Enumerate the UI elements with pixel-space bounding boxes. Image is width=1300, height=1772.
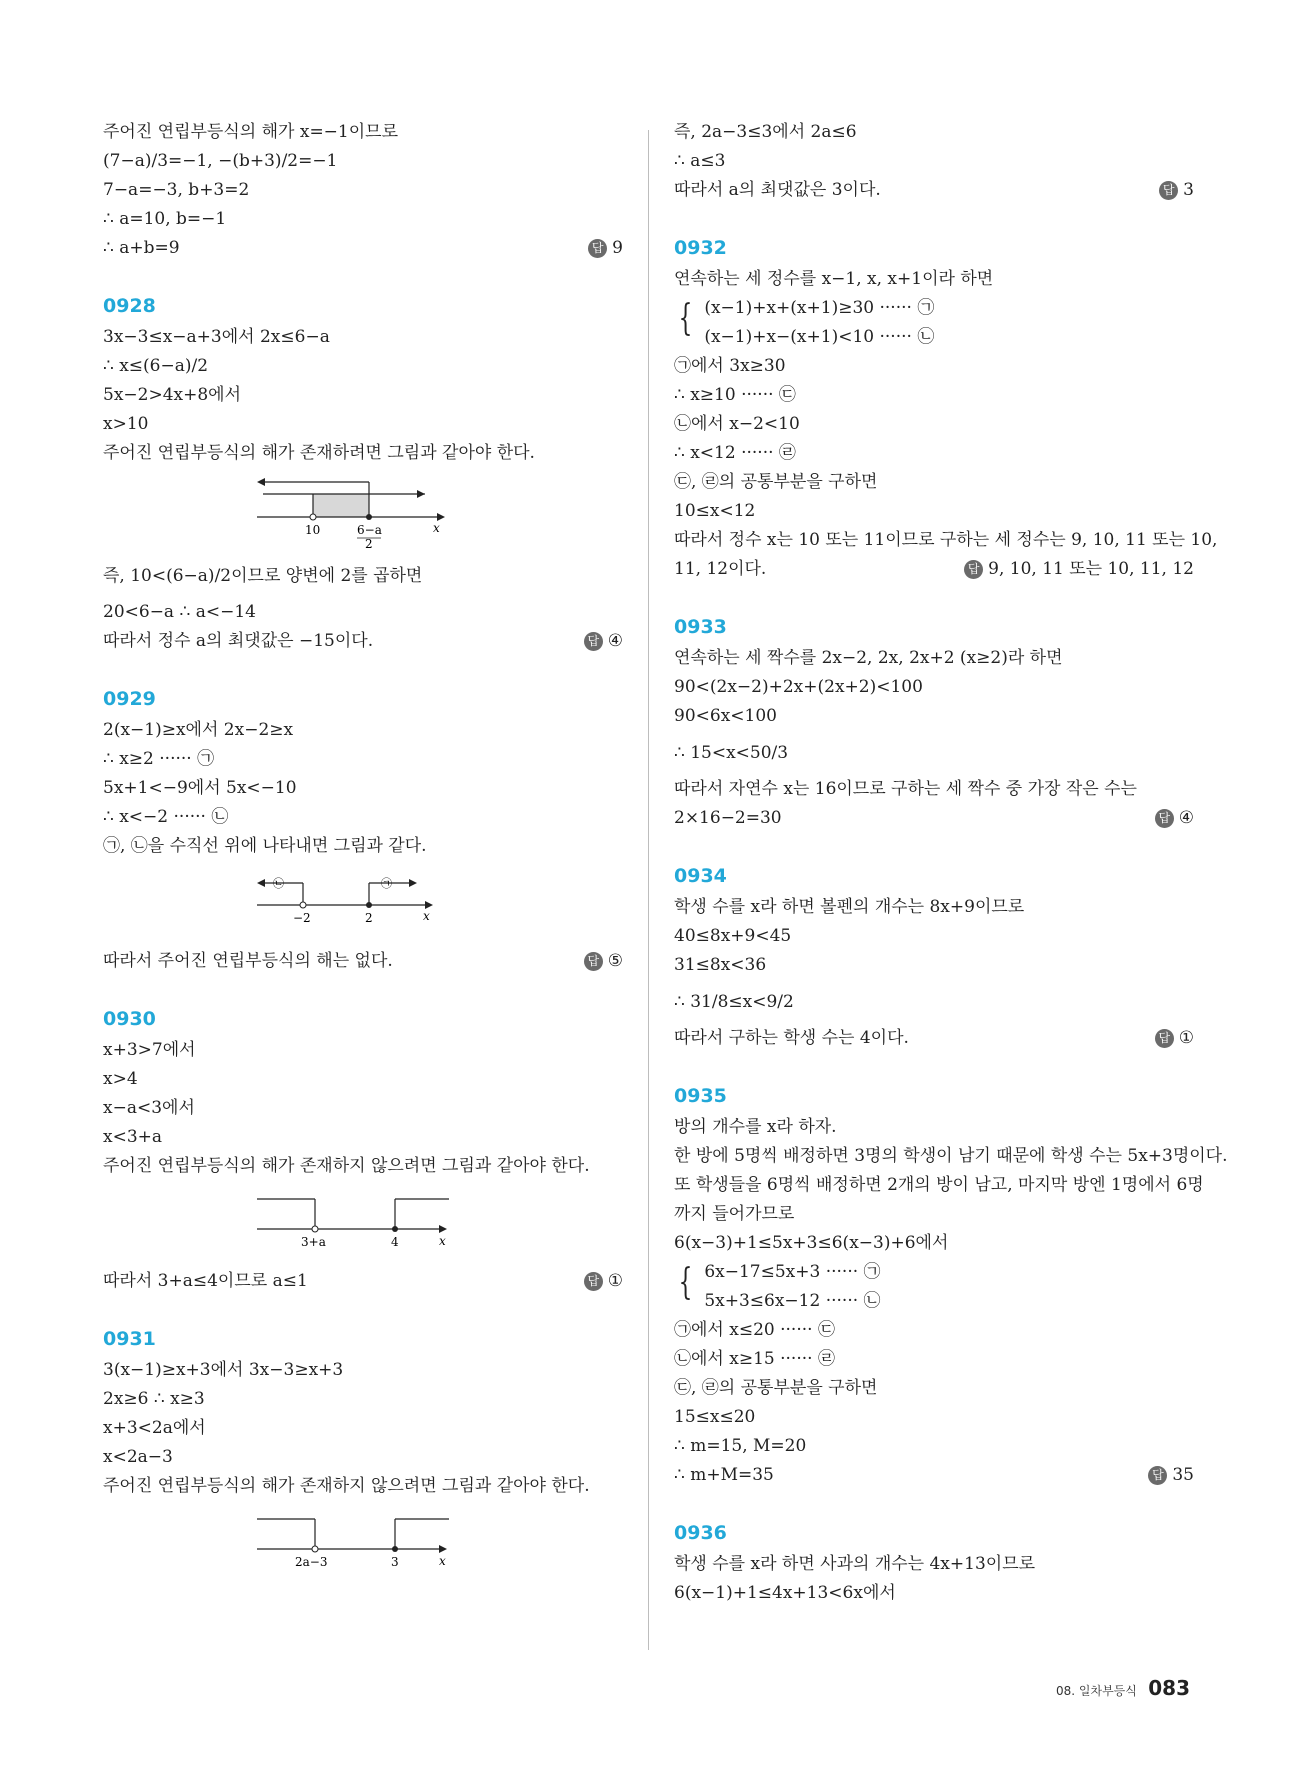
tick-label: 3 [391,1555,399,1569]
text-line: 연속하는 세 짝수를 2x−2, 2x, 2x+2 (x≥2)라 하면 [674,648,1063,668]
text-line: x>4 [103,1069,138,1089]
text-line: 학생 수를 x라 하면 볼펜의 개수는 8x+9이므로 [674,897,1025,917]
tick-label: 10 [305,523,321,537]
text-line: x<3+a [103,1127,163,1147]
text-line: x<2a−3 [103,1447,173,1467]
problem-0935 [674,1079,1228,1490]
problem-number: 0931 [103,1328,156,1350]
text-line: ∴ m+M=35 답 35 [674,1461,1194,1490]
number-line-figure [103,1505,623,1583]
equation-system [674,294,1194,352]
text-line: 3(x−1)≥x+3에서 3x−3≥x+3 [103,1360,344,1380]
page-footer [1056,1676,1190,1700]
label-circle-1: ㉠ [381,877,392,890]
answer: 답 ④ [584,627,623,656]
text-line: 한 방에 5명씩 배정하면 3명의 학생이 남기 때문에 학생 수는 5x+3명이다. [674,1146,1228,1166]
text-line: ∴ 31/8≤x<9/2 [674,992,794,1012]
left-column [103,118,623,1587]
problem-number: 0936 [674,1522,727,1544]
text-line: ∴ x<−2 ······ ㉡ [103,807,229,827]
text-line: ∴ x≤(6−a)/2 [103,356,209,376]
answer-badge: 답 [1148,1466,1167,1485]
text-line: ∴ a≤3 [674,151,726,171]
label-circle-2: ㉡ [273,877,284,890]
text-line: ㉢, ㉣의 공통부분을 구하면 [674,472,878,492]
answer-badge: 답 [584,632,603,651]
number-line-figure [103,1185,623,1263]
system-row: 5x+3≤6x−12 ······ ㉡ [704,1291,881,1311]
axis-label: x [423,909,430,923]
text-line: 90<6x<100 [674,706,777,726]
text-line: 20<6−a ∴ a<−14 [103,602,256,622]
text-line: ㉠, ㉡을 수직선 위에 나타내면 그림과 같다. [103,836,427,856]
problem-0931-continued [674,118,1194,205]
text-line: 2x≥6 ∴ x≥3 [103,1389,205,1409]
text-line: 90<(2x−2)+2x+(2x+2)<100 [674,677,923,697]
text-line: 주어진 연립부등식의 해가 존재하지 않으려면 그림과 같아야 한다. [103,1156,590,1176]
problem-number: 0930 [103,1008,156,1030]
text-line: 까지 들어가므로 [674,1204,795,1224]
text-line: 따라서 구하는 학생 수는 4이다. 답 ① [674,1024,1194,1053]
right-column [674,118,1228,1608]
problem-0928 [103,289,623,656]
problem-number: 0934 [674,865,727,887]
text-line: ∴ a=10, b=−1 [103,209,227,229]
tick-label: 4 [391,1235,399,1249]
tick-label: 3+a [301,1235,326,1249]
text-line: 연속하는 세 정수를 x−1, x, x+1이라 하면 [674,269,994,289]
answer-badge: 답 [964,560,983,579]
tick-label: 2 [365,537,373,550]
text-line: 40≤8x+9<45 [674,926,792,946]
text-line: 6(x−3)+1≤5x+3≤6(x−3)+6에서 [674,1233,949,1253]
answer: 답 ④ [1155,804,1194,833]
answer-badge: 답 [584,952,603,971]
tick-label: −2 [293,911,311,925]
text-line: 학생 수를 x라 하면 사과의 개수는 4x+13이므로 [674,1554,1036,1574]
text-line: 따라서 3+a≤4이므로 a≤1 답 ① [103,1267,623,1296]
text-line: 방의 개수를 x라 하자. [674,1117,837,1137]
text-line: 31≤8x<36 [674,955,767,975]
problem-number: 0932 [674,237,727,259]
axis-label: x [439,1554,446,1568]
problem-0931 [103,1322,623,1583]
axis-label: x [439,1234,446,1248]
text-line: ㉠에서 x≤20 ······ ㉢ [674,1320,835,1340]
text-line: ∴ a+b=9 답 9 [103,234,623,263]
text-line: ∴ x<12 ······ ㉣ [674,443,796,463]
text-line: 5x−2>4x+8에서 [103,385,242,405]
page-number: 083 [1148,1676,1190,1700]
text-line: ㉡에서 x−2<10 [674,414,800,434]
text-line: 따라서 정수 a의 최댓값은 −15이다. 답 ④ [103,627,623,656]
system-row: 6x−17≤5x+3 ······ ㉠ [704,1262,881,1282]
problem-0927-continued [103,118,623,263]
answer: 답 35 [1148,1461,1194,1490]
text-line: 또 학생들을 6명씩 배정하면 2개의 방이 남고, 마지막 방엔 1명에서 6명 [674,1175,1204,1195]
axis-label: x [433,521,440,535]
text-line: x+3>7에서 [103,1040,196,1060]
problem-number: 0933 [674,616,727,638]
answer: 답 3 [1159,176,1194,205]
text-line: ∴ x≥2 ······ ㉠ [103,749,215,769]
chapter-title: 08. 일차부등식 [1055,1684,1137,1698]
text-line: 즉, 10<(6−a)/2이므로 양변에 2를 곱하면 [103,566,423,586]
tick-label: 2a−3 [295,1555,328,1569]
text-line: 10≤x<12 [674,501,756,521]
text-line: 주어진 연립부등식의 해가 x=−1이므로 [103,122,399,142]
text-line: ∴ 15<x<50/3 [674,743,789,763]
system-row: (x−1)+x−(x+1)<10 ······ ㉡ [704,327,935,347]
text-line: 즉, 2a−3≤3에서 2a≤6 [674,122,857,142]
text-line: 2(x−1)≥x에서 2x−2≥x [103,720,294,740]
text-line: x−a<3에서 [103,1098,195,1118]
text-line: 2×16−2=30 답 ④ [674,804,1194,833]
text-line: 11, 12이다. 답 9, 10, 11 또는 10, 11, 12 [674,555,1194,584]
tick-label: 2 [365,911,373,925]
problem-number: 0935 [674,1085,727,1107]
answer-badge: 답 [1155,809,1174,828]
tick-label: 6−a [357,523,382,537]
text-line: 따라서 정수 x는 10 또는 11이므로 구하는 세 정수는 9, 10, 11 또는 10, [674,530,1218,550]
system-row: (x−1)+x+(x+1)≥30 ······ ㉠ [704,298,935,318]
text-line: 따라서 자연수 x는 16이므로 구하는 세 짝수 중 가장 작은 수는 [674,779,1137,799]
text-line: 3x−3≤x−a+3에서 2x≤6−a [103,327,330,347]
problem-0934 [674,859,1194,1053]
number-line-figure [103,472,623,550]
problem-0932 [674,231,1218,584]
answer: 답 9 [588,234,623,263]
brace-icon: { [678,1262,693,1303]
text-line: ㉢, ㉣의 공통부분을 구하면 [674,1378,878,1398]
problem-0929 [103,682,623,976]
text-line: 15≤x≤20 [674,1407,756,1427]
problem-0936 [674,1516,1194,1608]
column-divider [648,130,649,1650]
answer: 답 ① [1155,1024,1194,1053]
text-line: ∴ m=15, M=20 [674,1436,807,1456]
text-line: x+3<2a에서 [103,1418,206,1438]
problem-number: 0929 [103,688,156,710]
problem-number: 0928 [103,295,156,317]
text-line: x>10 [103,414,149,434]
text-line: (7−a)/3=−1, −(b+3)/2=−1 [103,151,338,171]
text-line: 6(x−1)+1≤4x+13<6x에서 [674,1583,896,1603]
answer-badge: 답 [1159,181,1178,200]
answer-badge: 답 [588,239,607,258]
problem-0933 [674,610,1194,833]
text-line: ㉡에서 x≥15 ······ ㉣ [674,1349,835,1369]
brace-icon: { [678,298,693,339]
text-line: 주어진 연립부등식의 해가 존재하지 않으려면 그림과 같아야 한다. [103,1476,590,1496]
answer: 답 ⑤ [584,947,623,976]
text-line: 따라서 a의 최댓값은 3이다. 답 3 [674,176,1194,205]
answer-badge: 답 [584,1272,603,1291]
answer: 답 9, 10, 11 또는 10, 11, 12 [964,555,1194,584]
text-line: ∴ x≥10 ······ ㉢ [674,385,796,405]
text-line: 5x+1<−9에서 5x<−10 [103,778,297,798]
equation-system [674,1258,1194,1316]
text-line: ㉠에서 3x≥30 [674,356,786,376]
text-line: 따라서 주어진 연립부등식의 해는 없다. 답 ⑤ [103,947,623,976]
answer-badge: 답 [1155,1029,1174,1048]
answer: 답 ① [584,1267,623,1296]
problem-0930 [103,1002,623,1296]
number-line-figure [103,865,623,943]
text-line: 7−a=−3, b+3=2 [103,180,250,200]
text-line: 주어진 연립부등식의 해가 존재하려면 그림과 같아야 한다. [103,443,535,463]
